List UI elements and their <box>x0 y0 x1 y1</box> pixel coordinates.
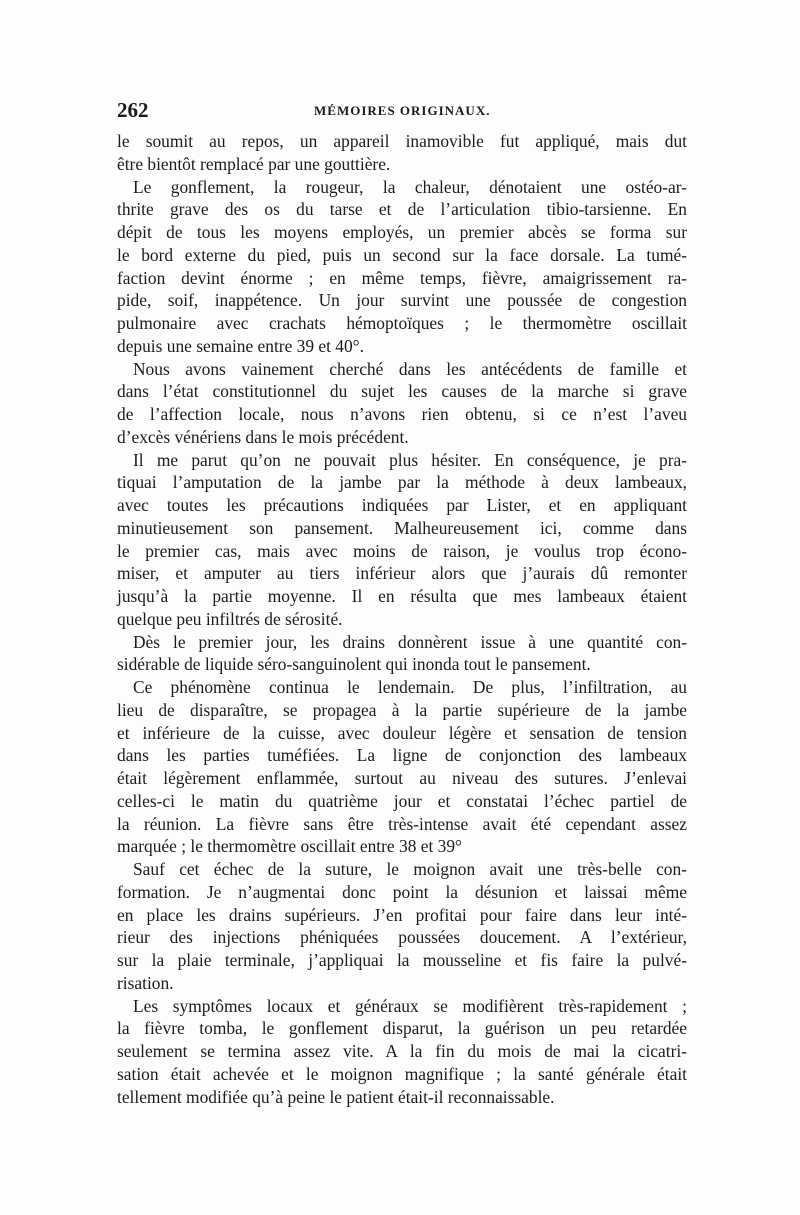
paragraph <box>117 130 687 176</box>
paragraph <box>117 858 687 995</box>
text-line: sur la plaie terminale, j’appliquai la mousseline et fis faire la pulvé- <box>117 950 687 970</box>
text-line: miser, et amputer au tiers inférieur alors que j’aurais dû remonter <box>117 563 687 584</box>
paragraph <box>117 449 687 631</box>
text-line: dans les parties tuméfiées. La ligne de conjonction des lambeaux <box>117 745 687 766</box>
text-line: lieu de disparaître, se propagea à la partie supérieure de la jambe <box>117 699 687 720</box>
text-line: pulmonaire avec crachats hémoptoïques ; le thermomètre oscillait <box>117 313 687 333</box>
text-line: risation. <box>117 972 174 993</box>
text-line: depuis une semaine entre 39 et 40°. <box>117 335 364 356</box>
text-line: le soumit au repos, un appareil inamovible fut appliqué, mais dut <box>117 131 687 151</box>
text-line: Les symptômes locaux et généraux se modifièrent très-rapidement ; <box>133 995 687 1016</box>
text-line: Sauf cet échec de la suture, le moignon avait une très-belle con- <box>133 859 687 879</box>
text-line: tellement modifiée qu’à peine le patient était-il reconnaissable. <box>117 1086 555 1107</box>
text-line: être bientôt remplacé par une gouttière. <box>117 153 391 174</box>
page-header <box>117 98 687 124</box>
running-title: MÉMOIRES ORIGINAUX. <box>314 103 491 118</box>
text-line: de l’affection locale, nous n’avons rien obtenu, si ce n’est l’aveu <box>117 404 687 424</box>
text-line: la réunion. La fièvre sans être très-intense avait été cependant assez <box>117 813 687 834</box>
text-line: Nous avons vainement cherché dans les antécédents de famille et <box>133 358 687 379</box>
text-line: la fièvre tomba, le gonflement disparut, la guérison un peu retardée <box>117 1018 687 1039</box>
text-line: avec toutes les précautions indiquées par Lister, et en appliquant <box>117 495 687 515</box>
text-line: formation. Je n’augmentai donc point la désunion et laissai même <box>117 881 687 902</box>
body-text <box>117 130 687 1108</box>
text-line: pide, soif, inappétence. Un jour survint une poussée de congestion <box>117 290 687 311</box>
text-line: Ce phénomène continua le lendemain. De plus, l’infiltration, au <box>133 677 687 697</box>
text-line: dans l’état constitutionnel du sujet les causes de la marche si grave <box>117 381 687 402</box>
text-line: en place les drains supérieurs. J’en profitai pour faire dans leur inté- <box>117 904 687 925</box>
text-line: thrite grave des os du tarse et de l’articulation tibio-tarsienne. En <box>117 199 687 220</box>
text-line: marquée ; le thermomètre oscillait entre 38 et 39° <box>117 836 462 857</box>
text-line: rieur des injections phéniquées poussées doucement. A l’extérieur, <box>117 927 687 948</box>
paragraph <box>117 676 687 858</box>
paragraph <box>117 631 687 677</box>
text-line: Il me parut qu’on ne pouvait plus hésiter. En conséquence, je pra- <box>133 449 687 470</box>
text-line: d’excès vénériens dans le mois précédent. <box>117 426 409 447</box>
text-line: le premier cas, mais avec moins de raison, je voulus trop écono- <box>117 540 687 561</box>
text-line: Dès le premier jour, les drains donnèrent issue à une quantité con- <box>133 631 687 652</box>
paragraph <box>117 358 687 449</box>
text-line: dépit de tous les moyens employés, un premier abcès se forma sur <box>117 222 687 242</box>
text-line: celles-ci le matin du quatrième jour et constatai l’échec partiel de <box>117 790 687 811</box>
text-line: sation était achevée et le moignon magnifique ; la santé générale était <box>117 1063 687 1084</box>
text-line: était légèrement enflammée, surtout au niveau des sutures. J’enlevai <box>117 768 687 788</box>
text-line: seulement se termina assez vite. A la fin du mois de mai la cicatri- <box>117 1041 687 1061</box>
text-line: quelque peu infiltrés de sérosité. <box>117 608 343 629</box>
text-line: le bord externe du pied, puis un second sur la face dorsale. La tumé- <box>117 244 687 265</box>
paragraph <box>117 176 687 358</box>
text-line: minutieusement son pansement. Malheureusement ici, comme dans <box>117 517 687 538</box>
text-line: sidérable de liquide séro-sanguinolent qui inonda tout le pansement. <box>117 654 591 675</box>
page-number: 262 <box>117 98 149 122</box>
text-line: jusqu’à la partie moyenne. Il en résulta que mes lambeaux étaient <box>117 586 687 606</box>
text-line: et inférieure de la cuisse, avec douleur légère et sensation de tension <box>117 722 687 743</box>
paragraph <box>117 995 687 1109</box>
text-line: faction devint énorme ; en même temps, fièvre, amaigrissement ra- <box>117 267 687 288</box>
text-line: Le gonflement, la rougeur, la chaleur, dénotaient une ostéo-ar- <box>133 176 687 197</box>
text-line: tiquai l’amputation de la jambe par la méthode à deux lambeaux, <box>117 472 687 493</box>
